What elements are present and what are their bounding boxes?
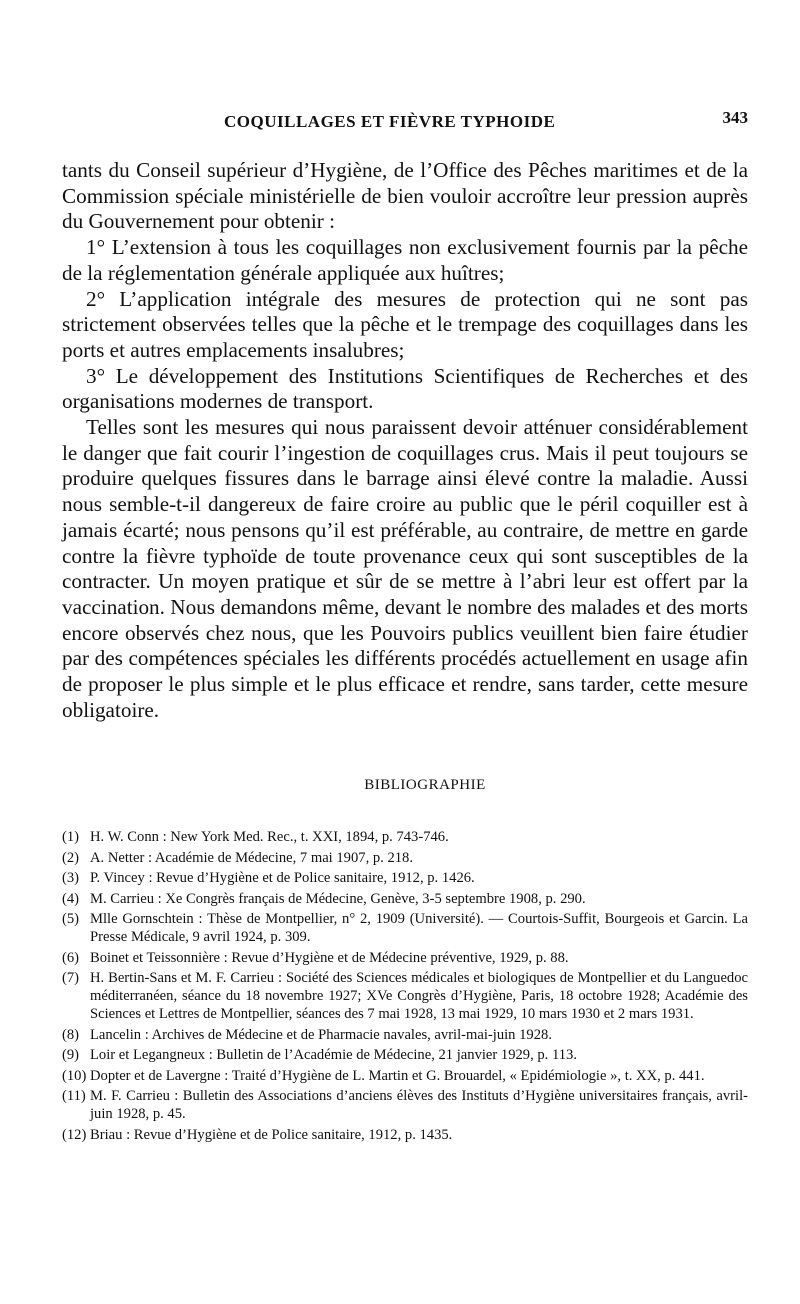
reference-item bbox=[62, 828, 748, 846]
reference-number: (6) bbox=[62, 949, 80, 966]
reference-text: Loir et Legangneux : Bulletin de l’Académie de Médecine, 21 janvier 1929, p. 113. bbox=[90, 1047, 577, 1064]
reference-number: (8) bbox=[62, 1026, 80, 1043]
reference-number: (12) bbox=[62, 1126, 87, 1143]
reference-number: (9) bbox=[62, 1047, 80, 1064]
paragraph: 3° Le développement des Institutions Scientifiques de Recherches et des organisations modernes de transport. bbox=[62, 363, 748, 414]
page bbox=[62, 108, 748, 1146]
reference-item bbox=[62, 1067, 748, 1085]
reference-text: Briau : Revue d’Hygiène et de Police sanitaire, 1912, p. 1435. bbox=[90, 1126, 453, 1143]
running-title: COQUILLAGES ET FIÈVRE TYPHOIDE bbox=[224, 112, 556, 131]
reference-number: (5) bbox=[62, 911, 80, 928]
body-text bbox=[62, 158, 748, 723]
reference-text: M. F. Carrieu : Bulletin des Associations d’anciens élèves des Instituts d’Hygiène universitaires français, avril-juin 1928, p. 45. bbox=[90, 1088, 748, 1123]
paragraph: 2° L’application intégrale des mesures de protection qui ne sont pas strictement observées telles que la pêche et le trempage des coquillages dans les ports et autres emplacements insalubres; bbox=[62, 286, 748, 362]
reference-text: Dopter et de Lavergne : Traité d’Hygiène de L. Martin et G. Brouardel, « Epidémiologie », t. XX, p. 441. bbox=[90, 1067, 705, 1084]
reference-item bbox=[62, 1026, 748, 1044]
paragraph: Telles sont les mesures qui nous paraissent devoir atténuer considérablement le danger que fait courir l’ingestion de coquillages crus. Mais il peut toujours se produire quelques fissures dans le barrage ainsi élevé contre la maladie. Aussi nous semble-t-il dangereux de faire croire au public que le péril coquiller est à jamais écarté; nous pensons qu’il est préférable, au contraire, de mettre en garde contre la fièvre typhoïde de toute provenance ceux qui sont susceptibles de la contracter. Un moyen pratique et sûr de se mettre à l’abri leur est offert par la vaccination. Nous demandons même, devant le nombre des malades et des morts encore observés chez nous, que les Pouvoirs publics veuillent bien faire étudier par des compétences spéciales les différents procédés actuellement en usage afin de proposer le plus simple et le plus efficace et rendre, sans tarder, cette mesure obligatoire. bbox=[62, 415, 748, 722]
reference-number: (3) bbox=[62, 870, 80, 887]
bibliography-title: BIBLIOGRAPHIE bbox=[364, 777, 486, 794]
reference-item bbox=[62, 910, 748, 946]
reference-item bbox=[62, 1087, 748, 1123]
paragraph: 1° L’extension à tous les coquillages non exclusivement fournis par la pêche de la réglementation générale appliquée aux huîtres; bbox=[62, 235, 748, 285]
paragraph: tants du Conseil supérieur d’Hygiène, de l’Office des Pêches maritimes et de la Commission spéciale ministérielle de bien vouloir accroître leur pression auprès du Gouvernement pour obtenir : bbox=[62, 158, 748, 234]
page-number: 343 bbox=[722, 108, 748, 127]
reference-number: (2) bbox=[62, 849, 80, 866]
reference-item bbox=[62, 1126, 748, 1144]
reference-item bbox=[62, 890, 748, 908]
reference-text: Boinet et Teissonnière : Revue d’Hygiène et de Médecine préventive, 1929, p. 88. bbox=[90, 949, 569, 966]
reference-text: Mlle Gornschtein : Thèse de Montpellier, n° 2, 1909 (Université). — Courtois-Suffit, Bourgeois et Garcin. La Presse Médicale, 9 avril 1924, p. 309. bbox=[90, 911, 748, 946]
reference-number: (11) bbox=[62, 1088, 86, 1105]
reference-number: (7) bbox=[62, 970, 80, 987]
page-header bbox=[62, 108, 748, 138]
reference-item bbox=[62, 849, 748, 867]
reference-text: P. Vincey : Revue d’Hygiène et de Police sanitaire, 1912, p. 1426. bbox=[90, 870, 475, 887]
reference-item bbox=[62, 1046, 748, 1064]
reference-text: H. W. Conn : New York Med. Rec., t. XXI, 1894, p. 743-746. bbox=[90, 829, 449, 846]
reference-text: A. Netter : Académie de Médecine, 7 mai 1907, p. 218. bbox=[90, 849, 413, 866]
reference-number: (1) bbox=[62, 829, 80, 846]
reference-text: M. Carrieu : Xe Congrès français de Médecine, Genève, 3-5 septembre 1908, p. 290. bbox=[90, 890, 586, 907]
reference-item bbox=[62, 969, 748, 1023]
reference-number: (10) bbox=[62, 1067, 87, 1084]
bibliography-list bbox=[62, 828, 748, 1144]
reference-number: (4) bbox=[62, 890, 80, 907]
reference-text: H. Bertin-Sans et M. F. Carrieu : Société des Sciences médicales et biologiques de Montpellier et du Languedoc méditerranéen, séance du 18 novembre 1927; XVe Congrès d’Hygiène, Paris, 18 octobre 1928; Académie des Sciences et Lettres de Montpellier, séances des 7 mai 1928, 13 mai 1929, 10 mars 1930 et 2 mars 1931. bbox=[90, 970, 748, 1023]
reference-text: Lancelin : Archives de Médecine et de Pharmacie navales, avril-mai-juin 1928. bbox=[90, 1026, 552, 1043]
reference-item bbox=[62, 869, 748, 887]
reference-item bbox=[62, 949, 748, 967]
